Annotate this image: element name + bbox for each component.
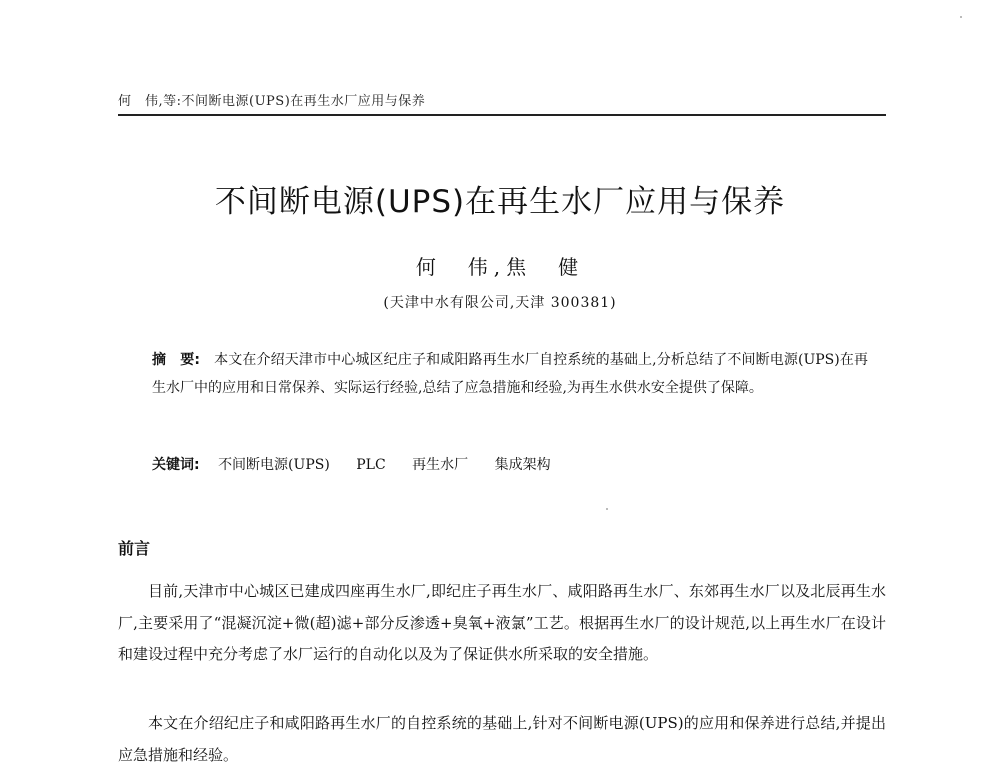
paper-title: 不间断电源(UPS)在再生水厂应用与保养 — [214, 184, 786, 220]
section-heading: 前言 — [118, 539, 151, 558]
header-rule — [118, 114, 886, 116]
body-paragraph: 本文在介绍纪庄子和咸阳路再生水厂的自控系统的基础上,针对不间断电源(UPS)的应用和保养进行总结,并提出应急措施和经验。 — [118, 714, 886, 764]
abstract-label: 摘 要: — [152, 352, 200, 368]
keyword-item: PLC — [356, 457, 386, 473]
abstract — [152, 346, 868, 402]
scan-speck — [960, 16, 962, 18]
running-header: 何 伟,等:不间断电源(UPS)在再生水厂应用与保养 — [118, 94, 426, 109]
keyword-item: 不间断电源(UPS) — [218, 457, 330, 473]
authors: 何 伟,焦 健 — [415, 255, 585, 279]
keyword-item: 集成架构 — [494, 457, 551, 473]
keyword-item: 再生水厂 — [412, 457, 469, 473]
keywords — [152, 453, 868, 477]
affiliation: (天津中水有限公司,天津 300381) — [383, 295, 617, 311]
body-paragraph: 目前,天津市中心城区已建成四座再生水厂,即纪庄子再生水厂、咸阳路再生水厂、东郊再生水厂以及北辰再生水厂,主要采用了“混凝沉淀+微(超)滤+部分反渗透+臭氧+液氯”工艺。根据再生水厂的设计规范,以上再生水厂在设计和建设过程中充分考虑了水厂运行的自动化以及为了保证供水所采取的安全措施。 — [118, 582, 886, 663]
scan-speck — [606, 508, 608, 510]
keywords-label: 关键词: — [152, 457, 200, 473]
abstract-text: 本文在介绍天津市中心城区纪庄子和咸阳路再生水厂自控系统的基础上,分析总结了不间断电源(UPS)在再生水厂中的应用和日常保养、实际运行经验,总结了应急措施和经验,为再生水供水安全提供了保障。 — [152, 352, 868, 396]
